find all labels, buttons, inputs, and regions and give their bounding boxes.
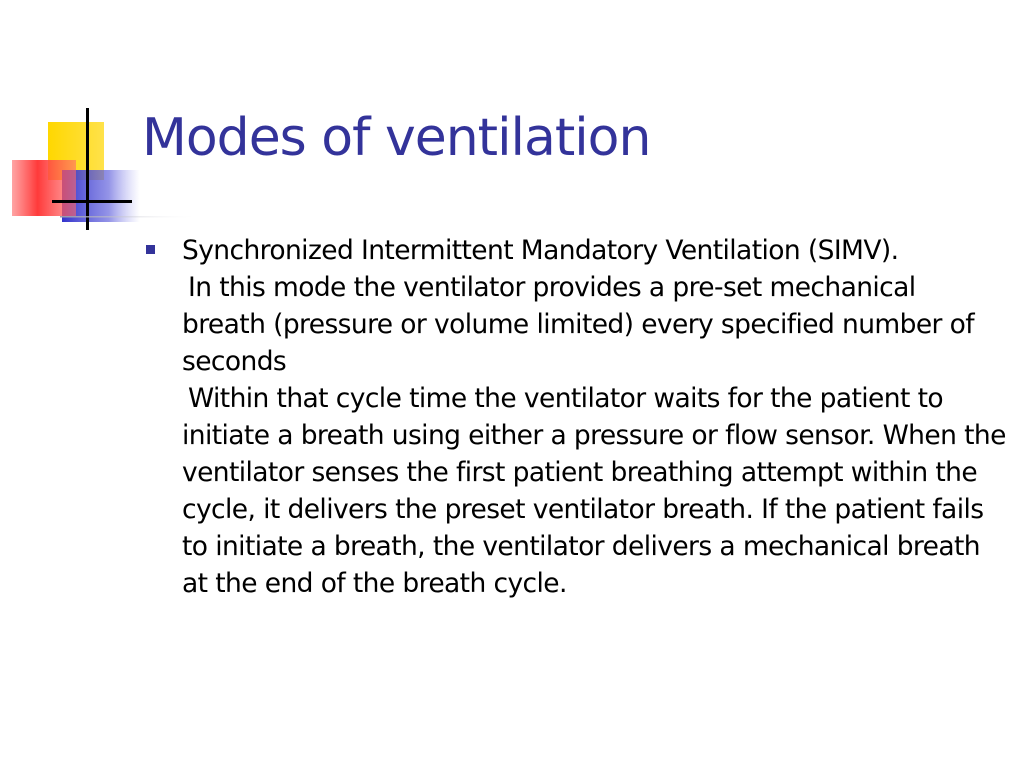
slide-title: Modes of ventilation <box>142 108 651 168</box>
bullet-paragraph-2: Within that cycle time the ventilator waits for the patient to initiate a breath using either a pressure or flow sensor. When the ventilator senses the first patient breathing attempt within the cycle, it delivers the preset ventilator breath. If the patient fails to initiate a breath, the ventilator delivers a mechanical breath at the end of the breath cycle. <box>182 383 1006 599</box>
slide-body <box>146 232 1006 602</box>
bullet-heading: Synchronized Intermittent Mandatory Ventilation (SIMV). <box>182 235 899 266</box>
bullet-paragraph-1: In this mode the ventilator provides a pre-set mechanical breath (pressure or volume limited) every specified number of seconds <box>182 272 975 377</box>
square-bullet-icon <box>146 245 155 254</box>
bullet-item <box>146 232 1006 602</box>
